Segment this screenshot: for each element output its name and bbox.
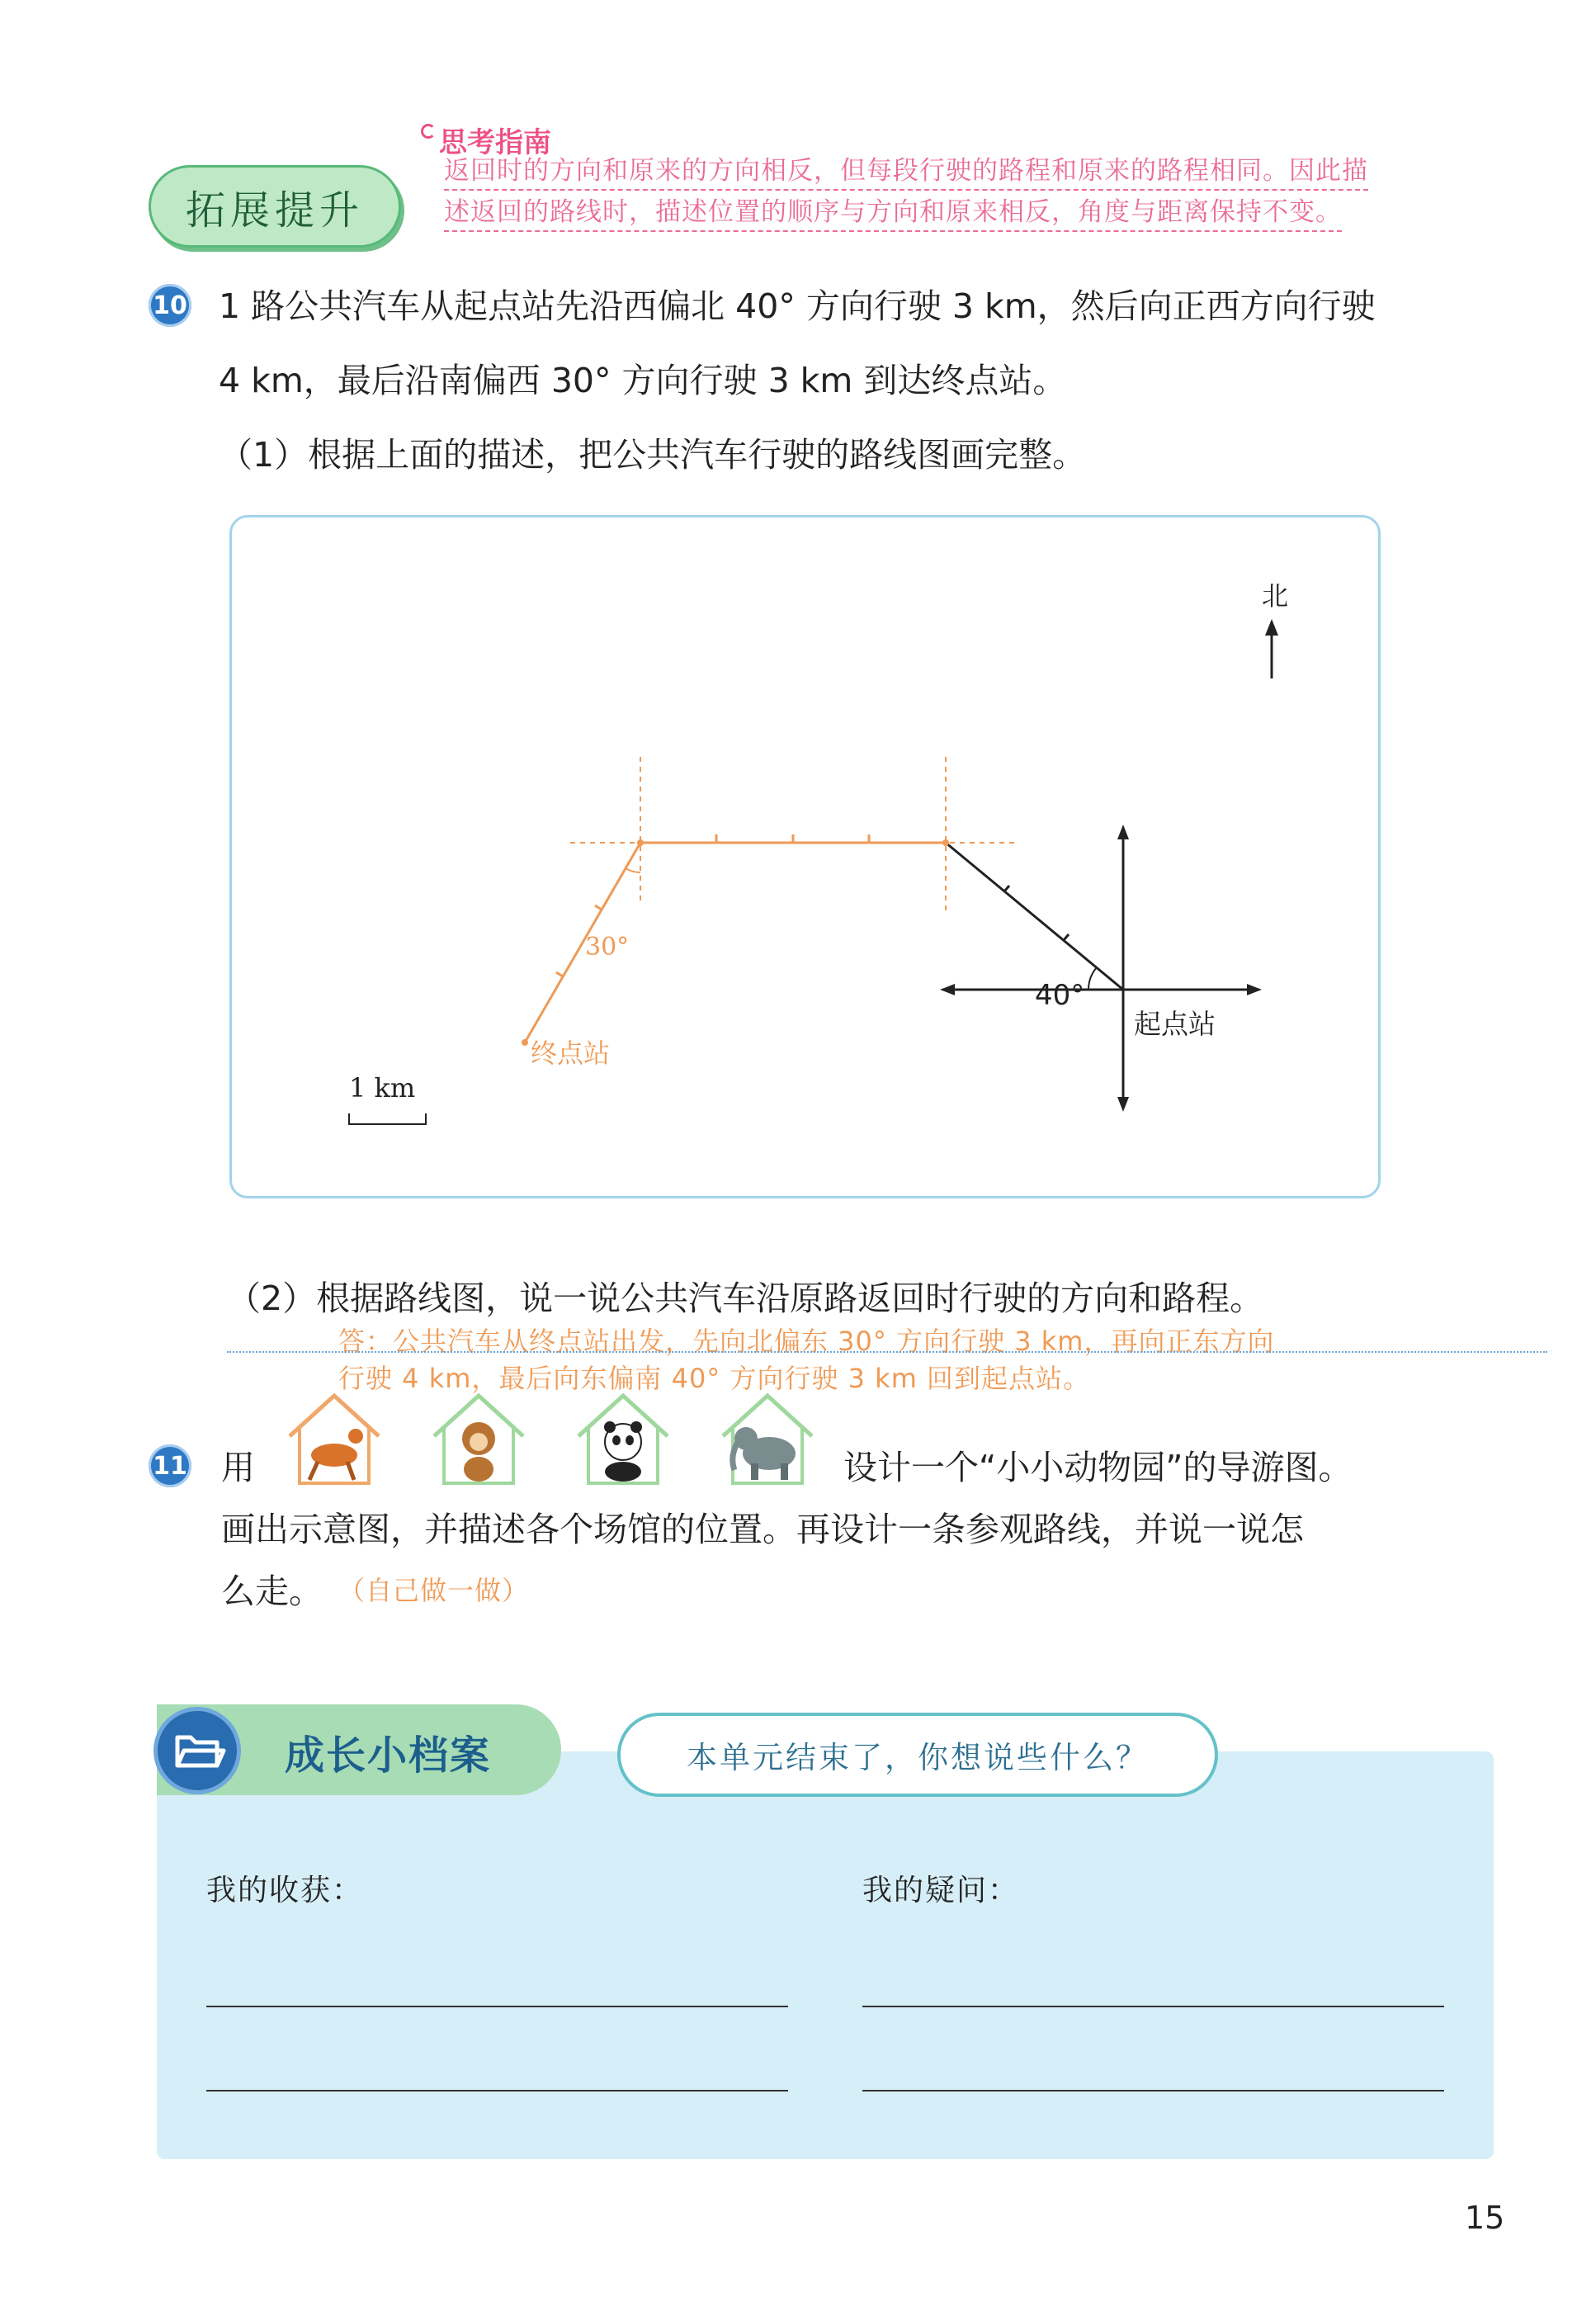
route-diagram-frame bbox=[229, 515, 1381, 1198]
panda-icon bbox=[574, 1391, 673, 1490]
scale-bar bbox=[349, 1113, 426, 1124]
gains-label: 我的收获： bbox=[206, 1874, 364, 1907]
growth-archive-title: 成长小档案 bbox=[285, 1732, 492, 1779]
axis-arrow-down bbox=[1117, 1097, 1129, 1112]
guide-swirl-icon bbox=[421, 124, 436, 139]
axis-arrow-up bbox=[1117, 825, 1129, 839]
angle-40-arc bbox=[1088, 967, 1097, 990]
deer-icon bbox=[285, 1391, 384, 1490]
start-station-label: 起点站 bbox=[1134, 1008, 1216, 1040]
guide-title: 思考指南 bbox=[439, 126, 551, 159]
questions-write-line-2[interactable] bbox=[862, 2090, 1444, 2091]
growth-archive-panel bbox=[157, 1751, 1494, 2159]
growth-prompt-bubble bbox=[617, 1713, 1218, 1797]
monkey-icon bbox=[429, 1391, 528, 1490]
page-number: 15 bbox=[1465, 2200, 1505, 2236]
end-station-point bbox=[522, 1039, 528, 1046]
q10-answer-line-1: 答：公共汽车从终点站出发，先向北偏东 30° 方向行驶 3 km，再向正东方向 bbox=[338, 1326, 1275, 1357]
answer-dotted-rule bbox=[227, 1351, 1547, 1353]
segment-3-tick-2 bbox=[556, 972, 563, 976]
turn-point-2 bbox=[637, 839, 644, 846]
q10-text-line-1: 1 路公共汽车从起点站先沿西偏北 40° 方向行驶 3 km，然后向正西方向行驶 bbox=[219, 286, 1376, 326]
axis-arrow-left bbox=[940, 984, 955, 995]
q11-text-line-1: 设计一个“小小动物园”的导游图。 bbox=[843, 1448, 1353, 1487]
section-title: 拓展提升 bbox=[185, 187, 364, 234]
segment-3-tick-1 bbox=[595, 905, 602, 910]
end-station-label: 终点站 bbox=[531, 1037, 611, 1069]
questions-write-line-1[interactable] bbox=[862, 2006, 1444, 2007]
segment-1-tick-2 bbox=[1004, 886, 1009, 891]
angle-30-arc bbox=[626, 868, 640, 872]
q11-text-line-3: 么走。 bbox=[221, 1572, 323, 1611]
section-title-badge bbox=[149, 165, 401, 248]
north-arrow-head bbox=[1265, 619, 1278, 636]
route-diagram bbox=[232, 518, 1383, 1201]
q10-part-1: （1）根据上面的描述，把公共汽车行驶的路线图画完整。 bbox=[219, 435, 1087, 475]
growth-prompt: 本单元结束了，你想说些什么？ bbox=[687, 1740, 1149, 1775]
q11-answer: （自己做一做） bbox=[338, 1575, 530, 1606]
north-label: 北 bbox=[1262, 580, 1289, 612]
axis-arrow-right bbox=[1247, 984, 1262, 995]
question-number-11: 11 bbox=[149, 1444, 191, 1487]
questions-label: 我的疑问： bbox=[862, 1874, 1020, 1907]
segment-1-tick-1 bbox=[1064, 934, 1069, 940]
angle-30-label: 30° bbox=[585, 933, 630, 962]
q10-answer-line-2: 行驶 4 km，最后向东偏南 40° 方向行驶 3 km 回到起点站。 bbox=[338, 1363, 1091, 1394]
q10-part-2: （2）根据路线图，说一说公共汽车沿原路返回时行驶的方向和路程。 bbox=[227, 1279, 1264, 1318]
gains-write-line-1[interactable] bbox=[206, 2006, 788, 2007]
guide-line-2: 述返回的路线时，描述位置的顺序与方向和原来相反，角度与距离保持不变。 bbox=[444, 194, 1342, 232]
turn-point-1 bbox=[942, 839, 949, 846]
gains-write-line-2[interactable] bbox=[206, 2090, 788, 2091]
guide-line-1: 返回时的方向和原来的方向相反，但每段行驶的路程和原来的路程相同。因此描 bbox=[444, 153, 1368, 191]
q11-text-line-2: 画出示意图，并描述各个场馆的位置。再设计一条参观路线，并说一说怎 bbox=[221, 1510, 1304, 1549]
question-number-10: 10 bbox=[149, 284, 191, 327]
q10-text-line-2: 4 km，最后沿南偏西 30° 方向行驶 3 km 到达终点站。 bbox=[219, 361, 1067, 400]
elephant-icon bbox=[718, 1391, 817, 1490]
q11-text-prefix: 用 bbox=[221, 1448, 255, 1487]
angle-40-label: 40° bbox=[1035, 979, 1085, 1012]
scale-label: 1 km bbox=[349, 1072, 416, 1104]
folder-icon bbox=[153, 1707, 241, 1794]
